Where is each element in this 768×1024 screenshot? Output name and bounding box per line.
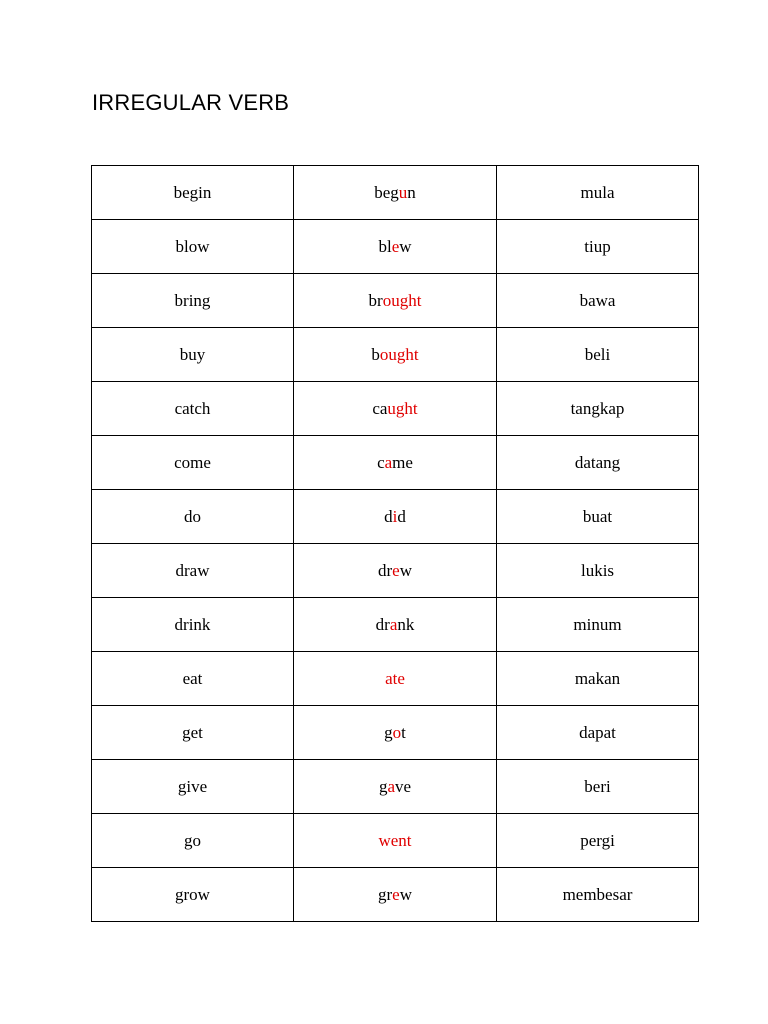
past-form-cell <box>294 598 497 652</box>
meaning-cell: tiup <box>497 220 699 274</box>
base-form-cell: drink <box>92 598 294 652</box>
base-form-cell: give <box>92 760 294 814</box>
past-form-cell <box>294 328 497 382</box>
meaning-cell: membesar <box>497 868 699 922</box>
highlighted-change: e <box>392 560 400 580</box>
table-row <box>92 436 699 490</box>
table-row <box>92 544 699 598</box>
past-form-cell <box>294 706 497 760</box>
past-form-text: b <box>371 344 380 364</box>
base-form-cell: do <box>92 490 294 544</box>
meaning-cell: pergi <box>497 814 699 868</box>
table-row <box>92 274 699 328</box>
past-form-cell <box>294 490 497 544</box>
base-form-cell: grow <box>92 868 294 922</box>
past-form-text: br <box>368 290 383 310</box>
past-form-text: w <box>399 884 412 904</box>
table-row <box>92 220 699 274</box>
highlighted-change: e <box>392 884 400 904</box>
past-form-cell <box>294 814 497 868</box>
past-form-text: c <box>377 452 385 472</box>
highlighted-change: i <box>392 506 398 526</box>
past-form-text: g <box>384 722 393 742</box>
past-form-cell <box>294 652 497 706</box>
highlighted-change: ought <box>382 290 422 310</box>
meaning-cell: makan <box>497 652 699 706</box>
base-form-cell: come <box>92 436 294 490</box>
base-form-cell: eat <box>92 652 294 706</box>
past-form-cell <box>294 220 497 274</box>
base-form-cell: go <box>92 814 294 868</box>
past-form-cell <box>294 868 497 922</box>
base-form-cell: buy <box>92 328 294 382</box>
meaning-cell: bawa <box>497 274 699 328</box>
highlighted-change: ought <box>379 344 419 364</box>
past-form-text: dr <box>378 560 393 580</box>
meaning-cell: minum <box>497 598 699 652</box>
past-form-text: dr <box>375 614 390 634</box>
table-row <box>92 166 699 220</box>
table-row <box>92 760 699 814</box>
past-form-text: bl <box>378 236 392 256</box>
meaning-cell: tangkap <box>497 382 699 436</box>
meaning-cell: lukis <box>497 544 699 598</box>
past-form-cell <box>294 382 497 436</box>
meaning-cell: buat <box>497 490 699 544</box>
irregular-verb-table <box>91 165 699 922</box>
highlighted-change: a <box>384 452 393 472</box>
base-form-cell: draw <box>92 544 294 598</box>
past-form-cell <box>294 544 497 598</box>
meaning-cell: beli <box>497 328 699 382</box>
past-form-text: n <box>407 182 416 202</box>
past-form-text: nk <box>397 614 415 634</box>
table-row <box>92 598 699 652</box>
past-form-text: g <box>378 776 388 796</box>
past-form-text: ve <box>395 776 412 796</box>
past-form-text: d <box>384 506 393 526</box>
highlighted-change: ught <box>387 398 418 418</box>
past-form-text: me <box>392 452 413 472</box>
past-form-text: d <box>397 506 406 526</box>
past-form-text: w <box>399 560 412 580</box>
table-row <box>92 868 699 922</box>
past-form-text: gr <box>378 884 393 904</box>
meaning-cell: beri <box>497 760 699 814</box>
highlighted-change: went <box>378 830 412 850</box>
table-row <box>92 382 699 436</box>
past-form-text: w <box>399 236 412 256</box>
table-row <box>92 328 699 382</box>
base-form-cell: blow <box>92 220 294 274</box>
past-form-cell <box>294 166 497 220</box>
highlighted-change: ate <box>385 668 405 688</box>
highlighted-change: u <box>398 182 408 202</box>
table-row <box>92 814 699 868</box>
table-row <box>92 706 699 760</box>
past-form-text: beg <box>374 182 399 202</box>
highlighted-change: a <box>387 776 395 796</box>
meaning-cell: datang <box>497 436 699 490</box>
base-form-cell: get <box>92 706 294 760</box>
base-form-cell: catch <box>92 382 294 436</box>
table-row <box>92 652 699 706</box>
page-title: IRREGULAR VERB <box>92 90 290 115</box>
meaning-cell: dapat <box>497 706 699 760</box>
verb-table-body <box>92 166 699 922</box>
past-form-cell <box>294 274 497 328</box>
meaning-cell: mula <box>497 166 699 220</box>
table-row <box>92 490 699 544</box>
highlighted-change: o <box>392 722 402 742</box>
past-form-cell <box>294 436 497 490</box>
base-form-cell: bring <box>92 274 294 328</box>
past-form-cell <box>294 760 497 814</box>
past-form-text: ca <box>372 398 388 418</box>
base-form-cell: begin <box>92 166 294 220</box>
past-form-text: t <box>401 722 406 742</box>
highlighted-change: e <box>391 236 400 256</box>
highlighted-change: a <box>389 614 398 634</box>
